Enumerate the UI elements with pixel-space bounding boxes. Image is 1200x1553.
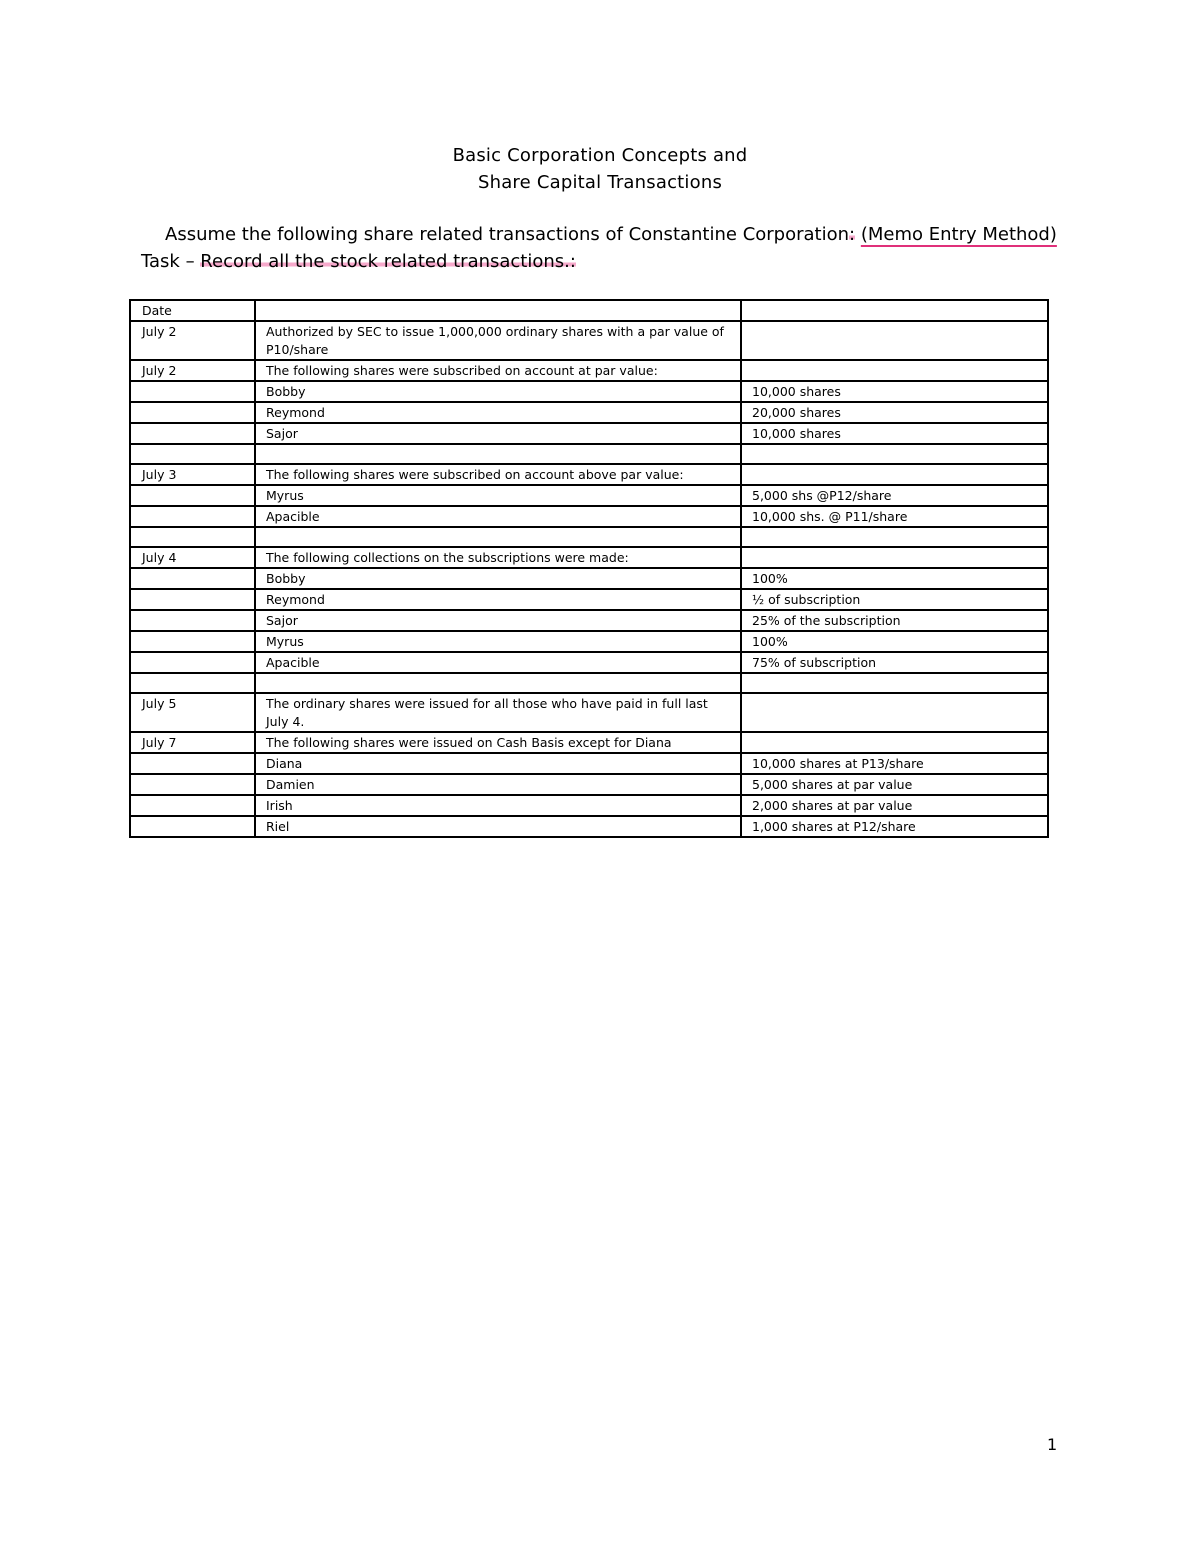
row-description: Authorized by SEC to issue 1,000,000 ordinary shares with a par value of P10/share: [255, 321, 741, 360]
row-description: Myrus: [255, 485, 741, 506]
row-date: [130, 589, 255, 610]
row-description: Damien: [255, 774, 741, 795]
table-row: [130, 321, 1048, 360]
table-header-row: [130, 300, 1048, 321]
intro-text: Assume the following share related transactions of Constantine Corporation: [165, 224, 850, 245]
table-row: [130, 527, 1048, 547]
row-value: 10,000 shs. @ P11/share: [741, 506, 1048, 527]
row-date: [130, 631, 255, 652]
row-description: Apacible: [255, 652, 741, 673]
row-value: 75% of subscription: [741, 652, 1048, 673]
row-date: [130, 506, 255, 527]
task-line: [141, 251, 576, 272]
row-value: [741, 321, 1048, 360]
row-date: July 2: [130, 360, 255, 381]
row-date: [130, 568, 255, 589]
row-value: [741, 693, 1048, 732]
row-description: Apacible: [255, 506, 741, 527]
table-row: [130, 673, 1048, 693]
table-row: [130, 753, 1048, 774]
row-description: Bobby: [255, 381, 741, 402]
row-description: Reymond: [255, 589, 741, 610]
row-description: Reymond: [255, 402, 741, 423]
table-row: [130, 547, 1048, 568]
document-title-line-2: Share Capital Transactions: [477, 172, 723, 193]
row-value: 5,000 shares at par value: [741, 774, 1048, 795]
row-description: Myrus: [255, 631, 741, 652]
document-title-line-1: Basic Corporation Concepts and: [452, 145, 748, 166]
row-date: [130, 795, 255, 816]
table-row: [130, 631, 1048, 652]
intro-colon: :: [849, 224, 856, 245]
memo-entry-method: (Memo Entry Method): [860, 224, 1057, 245]
row-date: [130, 816, 255, 837]
row-value: [741, 360, 1048, 381]
table-row: [130, 568, 1048, 589]
table-row: [130, 485, 1048, 506]
row-value: 10,000 shares: [741, 423, 1048, 444]
row-date: [130, 753, 255, 774]
task-text: Record all the stock related transactions.:: [200, 251, 576, 272]
table-row: [130, 774, 1048, 795]
row-description: Diana: [255, 753, 741, 774]
table-row: [130, 795, 1048, 816]
row-description: Riel: [255, 816, 741, 837]
table-row: [130, 732, 1048, 753]
row-value: [741, 527, 1048, 547]
row-value: 10,000 shares at P13/share: [741, 753, 1048, 774]
row-date: [130, 527, 255, 547]
row-value: 10,000 shares: [741, 381, 1048, 402]
row-date: [130, 381, 255, 402]
row-description: Sajor: [255, 423, 741, 444]
row-date: July 2: [130, 321, 255, 360]
row-date: [130, 444, 255, 464]
row-value: [741, 732, 1048, 753]
row-value: 100%: [741, 631, 1048, 652]
row-date: [130, 652, 255, 673]
intro-paragraph: [165, 224, 1057, 245]
row-value: [741, 673, 1048, 693]
row-value: [741, 444, 1048, 464]
header-description: [255, 300, 741, 321]
table-row: [130, 402, 1048, 423]
row-description: Sajor: [255, 610, 741, 631]
table-row: [130, 423, 1048, 444]
row-description: [255, 444, 741, 464]
row-description: [255, 527, 741, 547]
row-date: [130, 402, 255, 423]
row-description: The following shares were issued on Cash Basis except for Diana: [255, 732, 741, 753]
row-date: [130, 673, 255, 693]
row-value: 5,000 shs @P12/share: [741, 485, 1048, 506]
row-value: [741, 547, 1048, 568]
table-row: [130, 381, 1048, 402]
table-row: [130, 693, 1048, 732]
row-description: The following shares were subscribed on account above par value:: [255, 464, 741, 485]
table-row: [130, 610, 1048, 631]
row-date: July 5: [130, 693, 255, 732]
row-date: [130, 485, 255, 506]
table-row: [130, 360, 1048, 381]
row-date: [130, 774, 255, 795]
page-number: 1: [1047, 1435, 1058, 1454]
row-description: [255, 673, 741, 693]
row-description: The ordinary shares were issued for all those who have paid in full last July 4.: [255, 693, 741, 732]
row-date: July 4: [130, 547, 255, 568]
row-description: The following collections on the subscriptions were made:: [255, 547, 741, 568]
row-description: Bobby: [255, 568, 741, 589]
table-row: [130, 589, 1048, 610]
table-row: [130, 816, 1048, 837]
header-value: [741, 300, 1048, 321]
row-value: ½ of subscription: [741, 589, 1048, 610]
task-prefix: Task –: [141, 251, 201, 272]
row-value: 2,000 shares at par value: [741, 795, 1048, 816]
row-value: 100%: [741, 568, 1048, 589]
header-date: Date: [130, 300, 255, 321]
table-row: [130, 444, 1048, 464]
row-date: July 3: [130, 464, 255, 485]
row-value: 1,000 shares at P12/share: [741, 816, 1048, 837]
row-date: July 7: [130, 732, 255, 753]
row-description: Irish: [255, 795, 741, 816]
row-value: [741, 464, 1048, 485]
transactions-table: [129, 299, 1049, 838]
row-value: 20,000 shares: [741, 402, 1048, 423]
table-row: [130, 506, 1048, 527]
row-description: The following shares were subscribed on account at par value:: [255, 360, 741, 381]
row-value: 25% of the subscription: [741, 610, 1048, 631]
table-row: [130, 652, 1048, 673]
table-row: [130, 464, 1048, 485]
row-date: [130, 423, 255, 444]
row-date: [130, 610, 255, 631]
